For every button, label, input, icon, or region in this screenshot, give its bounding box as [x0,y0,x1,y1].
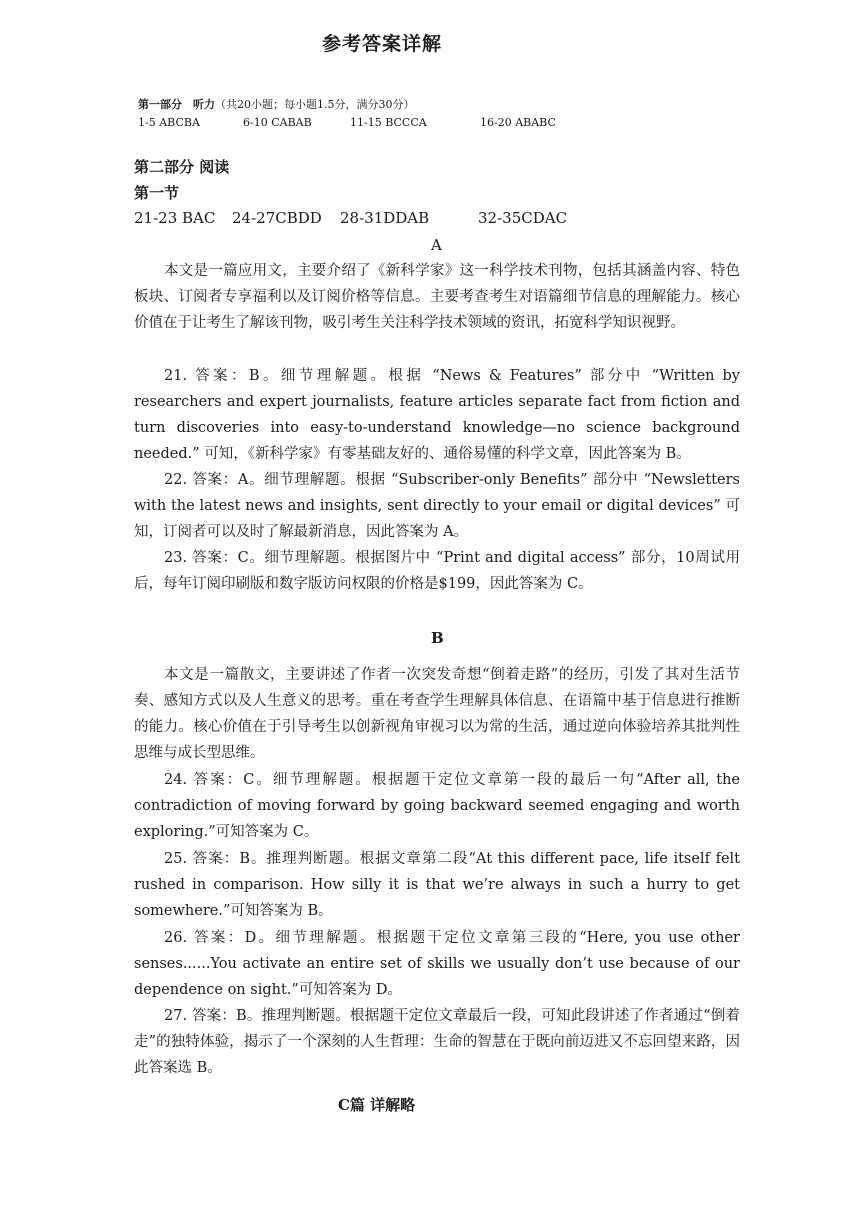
passage-b-heading: B [431,629,444,647]
answer-25: 25. 答案：B。推理判断题。根据文章第二段“At this different pace, life itself felt rushed in comparison. How silly it is that we’re always in such a hurry to get somewhere.”可知答案为 B。 [134,851,740,919]
answer-group: 1-5 ABCBA [138,116,200,129]
passage-a-heading: A [431,236,442,254]
page-title: 参考答案详解 [322,33,443,55]
answer-group: 21-23 BAC [134,209,216,227]
answer-group: 16-20 ABABC [480,116,556,129]
answer-26: 26. 答案：D。细节理解题。根据题干定位文章第三段的“Here, you use other senses......You activate an entire set of skills we usually don’t use because of our dependence on sight.”可知答案为 D。 [134,930,740,998]
answer-27: 27. 答案：B。推理判断题。根据题干定位文章最后一段，可知此段讲述了作者通过“倒着走”的独特体验，揭示了一个深刻的人生哲理：生命的智慧在于既向前迈进又不忘回望来路，因此答案选 B。 [134,1008,740,1076]
answer-22: 22. 答案：A。细节理解题。根据 “Subscriber-only Benefits” 部分中 “Newsletters with the latest news and insights, sent directly to your email or digital devices” 可知，订阅者可以及时了解最新消息，因此答案为 A。 [134,472,740,540]
answer-group: 11-15 BCCCA [350,116,427,129]
part2-heading: 第二部分 阅读 [134,158,230,176]
passage-a-intro: 本文是一篇应用文，主要介绍了《新科学家》这一科学技术刊物，包括其涵盖内容、特色板块、订阅者专享福利以及订阅价格等信息。主要考查考生对语篇细节信息的理解能力。核心价值在于让考生了解该刊物，吸引考生关注科学技术领域的资讯，拓宽科学知识视野。 [134,263,740,331]
part1-heading-detail: （共20小题；每小题1.5分，满分30分） [215,98,415,111]
answer-21: 21. 答案：B。细节理解题。根据 “News & Features” 部分中 “Written by researchers and expert journalists, feature articles separate fact from fiction and turn discoveries into easy-to-understand knowledge—no science background needed.” 可知，《新科学家》有零基础友好的、通俗易懂的科学文章，因此答案为 B。 [134,368,740,462]
passage-c-heading: C篇 详解略 [338,1096,416,1114]
answer-group: 24-27CBDD [232,209,322,227]
passage-b-intro: 本文是一篇散文，主要讲述了作者一次突发奇想“倒着走路”的经历，引发了其对生活节奏、感知方式以及人生意义的思考。重在考查学生理解具体信息、在语篇中基于信息进行推断的能力。核心价值在于引导考生以创新视角审视习以为常的生活，通过逆向体验培养其批判性思维与成长型思维。 [134,667,740,761]
answer-group: 28-31DDAB [340,209,430,227]
answer-24: 24. 答案：C。细节理解题。根据题干定位文章第一段的最后一句“After all, the contradiction of moving forward by going backward seemed engaging and worth exploring.”可知答案为 C。 [134,772,740,840]
answer-group: 32-35CDAC [478,209,568,227]
part1-heading [138,96,415,112]
section-heading: 第一节 [134,184,180,202]
part1-heading-label: 第一部分 听力 [138,98,215,111]
answer-23: 23. 答案：C。细节理解题。根据图片中 “Print and digital access” 部分，10周试用后，每年订阅印刷版和数字版访问权限的价格是$199，因此答案为 C。 [134,550,740,592]
answer-group: 6-10 CABAB [243,116,312,129]
